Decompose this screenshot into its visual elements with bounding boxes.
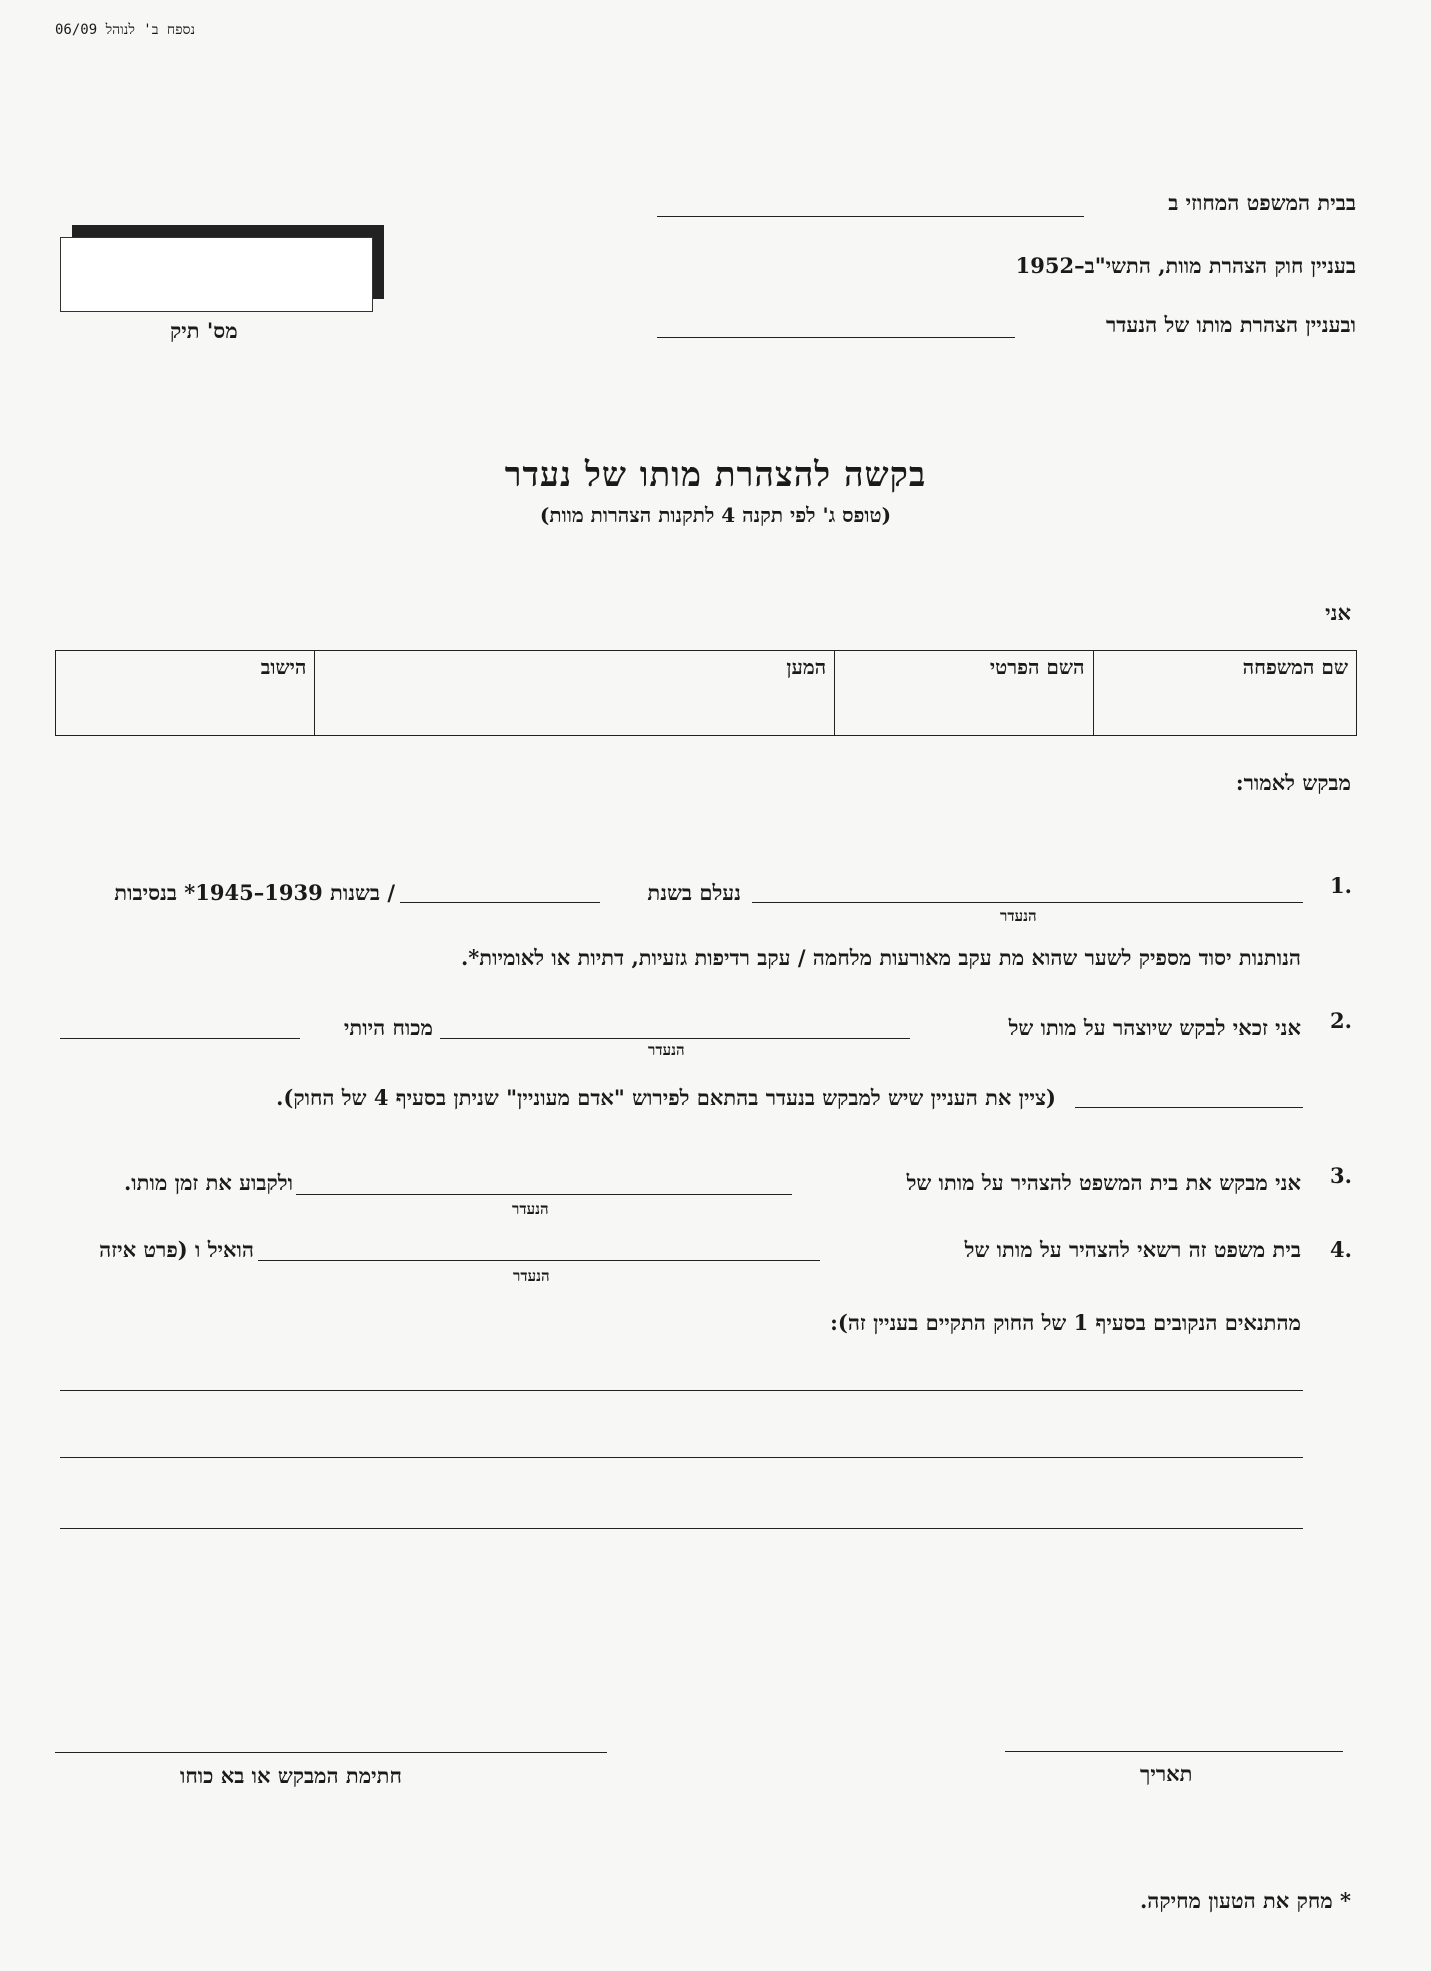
item4-text-line2: מהתנאים הנקובים בסעיף 1 של החוק התקיים בעניין זה): <box>830 1310 1301 1335</box>
item2-text-line2: (ציין את העניין שיש למבקש בנעדר בהתאם לפירוש "אדם מעוניין" שניתן בסעיף 4 של החוק). <box>276 1085 1056 1110</box>
case-number-label: מס' תיק <box>170 318 238 343</box>
item4-number: 4. <box>1330 1237 1352 1262</box>
law-line: בעניין חוק הצהרת מוות, התשי"ב–1952 <box>1015 253 1356 278</box>
address-cell[interactable]: המען <box>315 651 835 736</box>
signature-field[interactable] <box>55 1752 607 1753</box>
item1-year-field[interactable] <box>400 902 600 903</box>
first-name-cell[interactable]: השם הפרטי <box>835 651 1093 736</box>
item3-missing-caption: הנעדר <box>512 1200 549 1218</box>
family-name-cell[interactable]: שם המשפחה <box>1093 651 1356 736</box>
item2-number: 2. <box>1330 1008 1352 1033</box>
reasons-line-2[interactable] <box>60 1457 1303 1458</box>
item2-interest-detail-field[interactable] <box>1075 1107 1303 1108</box>
court-line: בבית המשפט המחוזי ב <box>1168 190 1356 215</box>
form-title: בקשה להצהרת מותו של נעדר <box>504 455 927 495</box>
item2-interest-field[interactable] <box>60 1038 300 1039</box>
applicant-intro: אני <box>1325 600 1351 625</box>
item4-missing-caption: הנעדר <box>513 1267 550 1285</box>
item2-missing-name-field[interactable] <box>440 1038 910 1039</box>
form-subtitle: (טופס ג' לפי תקנה 4 לתקנות הצהרות מוות) <box>539 503 892 527</box>
item1-text-b: / בשנות 1939–1945* בנסיבות <box>114 880 395 905</box>
item1-number: 1. <box>1330 873 1352 898</box>
item2-text-a: אני זכאי לבקש שיוצהר על מותו של <box>1008 1015 1301 1040</box>
item4-text-b: הואיל ו (פרט איזה <box>99 1237 254 1262</box>
item1-text-a: נעלם בשנת <box>647 880 741 905</box>
item1-missing-name-field[interactable] <box>752 902 1303 903</box>
footnote: * מחק את הטעון מחיקה. <box>1139 1888 1351 1913</box>
item3-text-b: ולקבוע את זמן מותו. <box>123 1170 293 1195</box>
request-label: מבקש לאמור: <box>1235 770 1351 795</box>
date-field[interactable] <box>1005 1751 1343 1752</box>
date-label: תאריך <box>1140 1761 1193 1786</box>
missing-person-name-field[interactable] <box>657 337 1015 338</box>
reasons-line-1[interactable] <box>60 1390 1303 1391</box>
missing-person-line: ובעניין הצהרת מותו של הנעדר <box>1105 312 1356 337</box>
form-code: נספח ב' לנוהל 06/09 <box>55 22 196 38</box>
court-name-field[interactable] <box>657 216 1084 217</box>
item4-missing-name-field[interactable] <box>258 1260 820 1261</box>
item1-missing-caption: הנעדר <box>1000 907 1037 925</box>
item2-missing-caption: הנעדר <box>648 1041 685 1059</box>
item3-text-a: אני מבקש את בית המשפט להצהיר על מותו של <box>906 1170 1301 1195</box>
item4-text-a: בית משפט זה רשאי להצהיר על מותו של <box>964 1237 1301 1262</box>
item2-text-b: מכוח היותי <box>343 1015 433 1040</box>
signature-label: חתימת המבקש או בא כוחו <box>180 1763 402 1788</box>
case-number-box[interactable] <box>60 237 373 312</box>
item3-missing-name-field[interactable] <box>296 1194 792 1195</box>
item3-number: 3. <box>1330 1163 1352 1188</box>
town-cell[interactable]: הישוב <box>56 651 315 736</box>
reasons-line-3[interactable] <box>60 1528 1303 1529</box>
applicant-details-table <box>55 650 1357 736</box>
item1-text-line2: הנותנות יסוד מספיק לשער שהוא מת עקב מאורעות מלחמה / עקב רדיפות גזעיות, דתיות או לאומיות*. <box>460 945 1301 970</box>
